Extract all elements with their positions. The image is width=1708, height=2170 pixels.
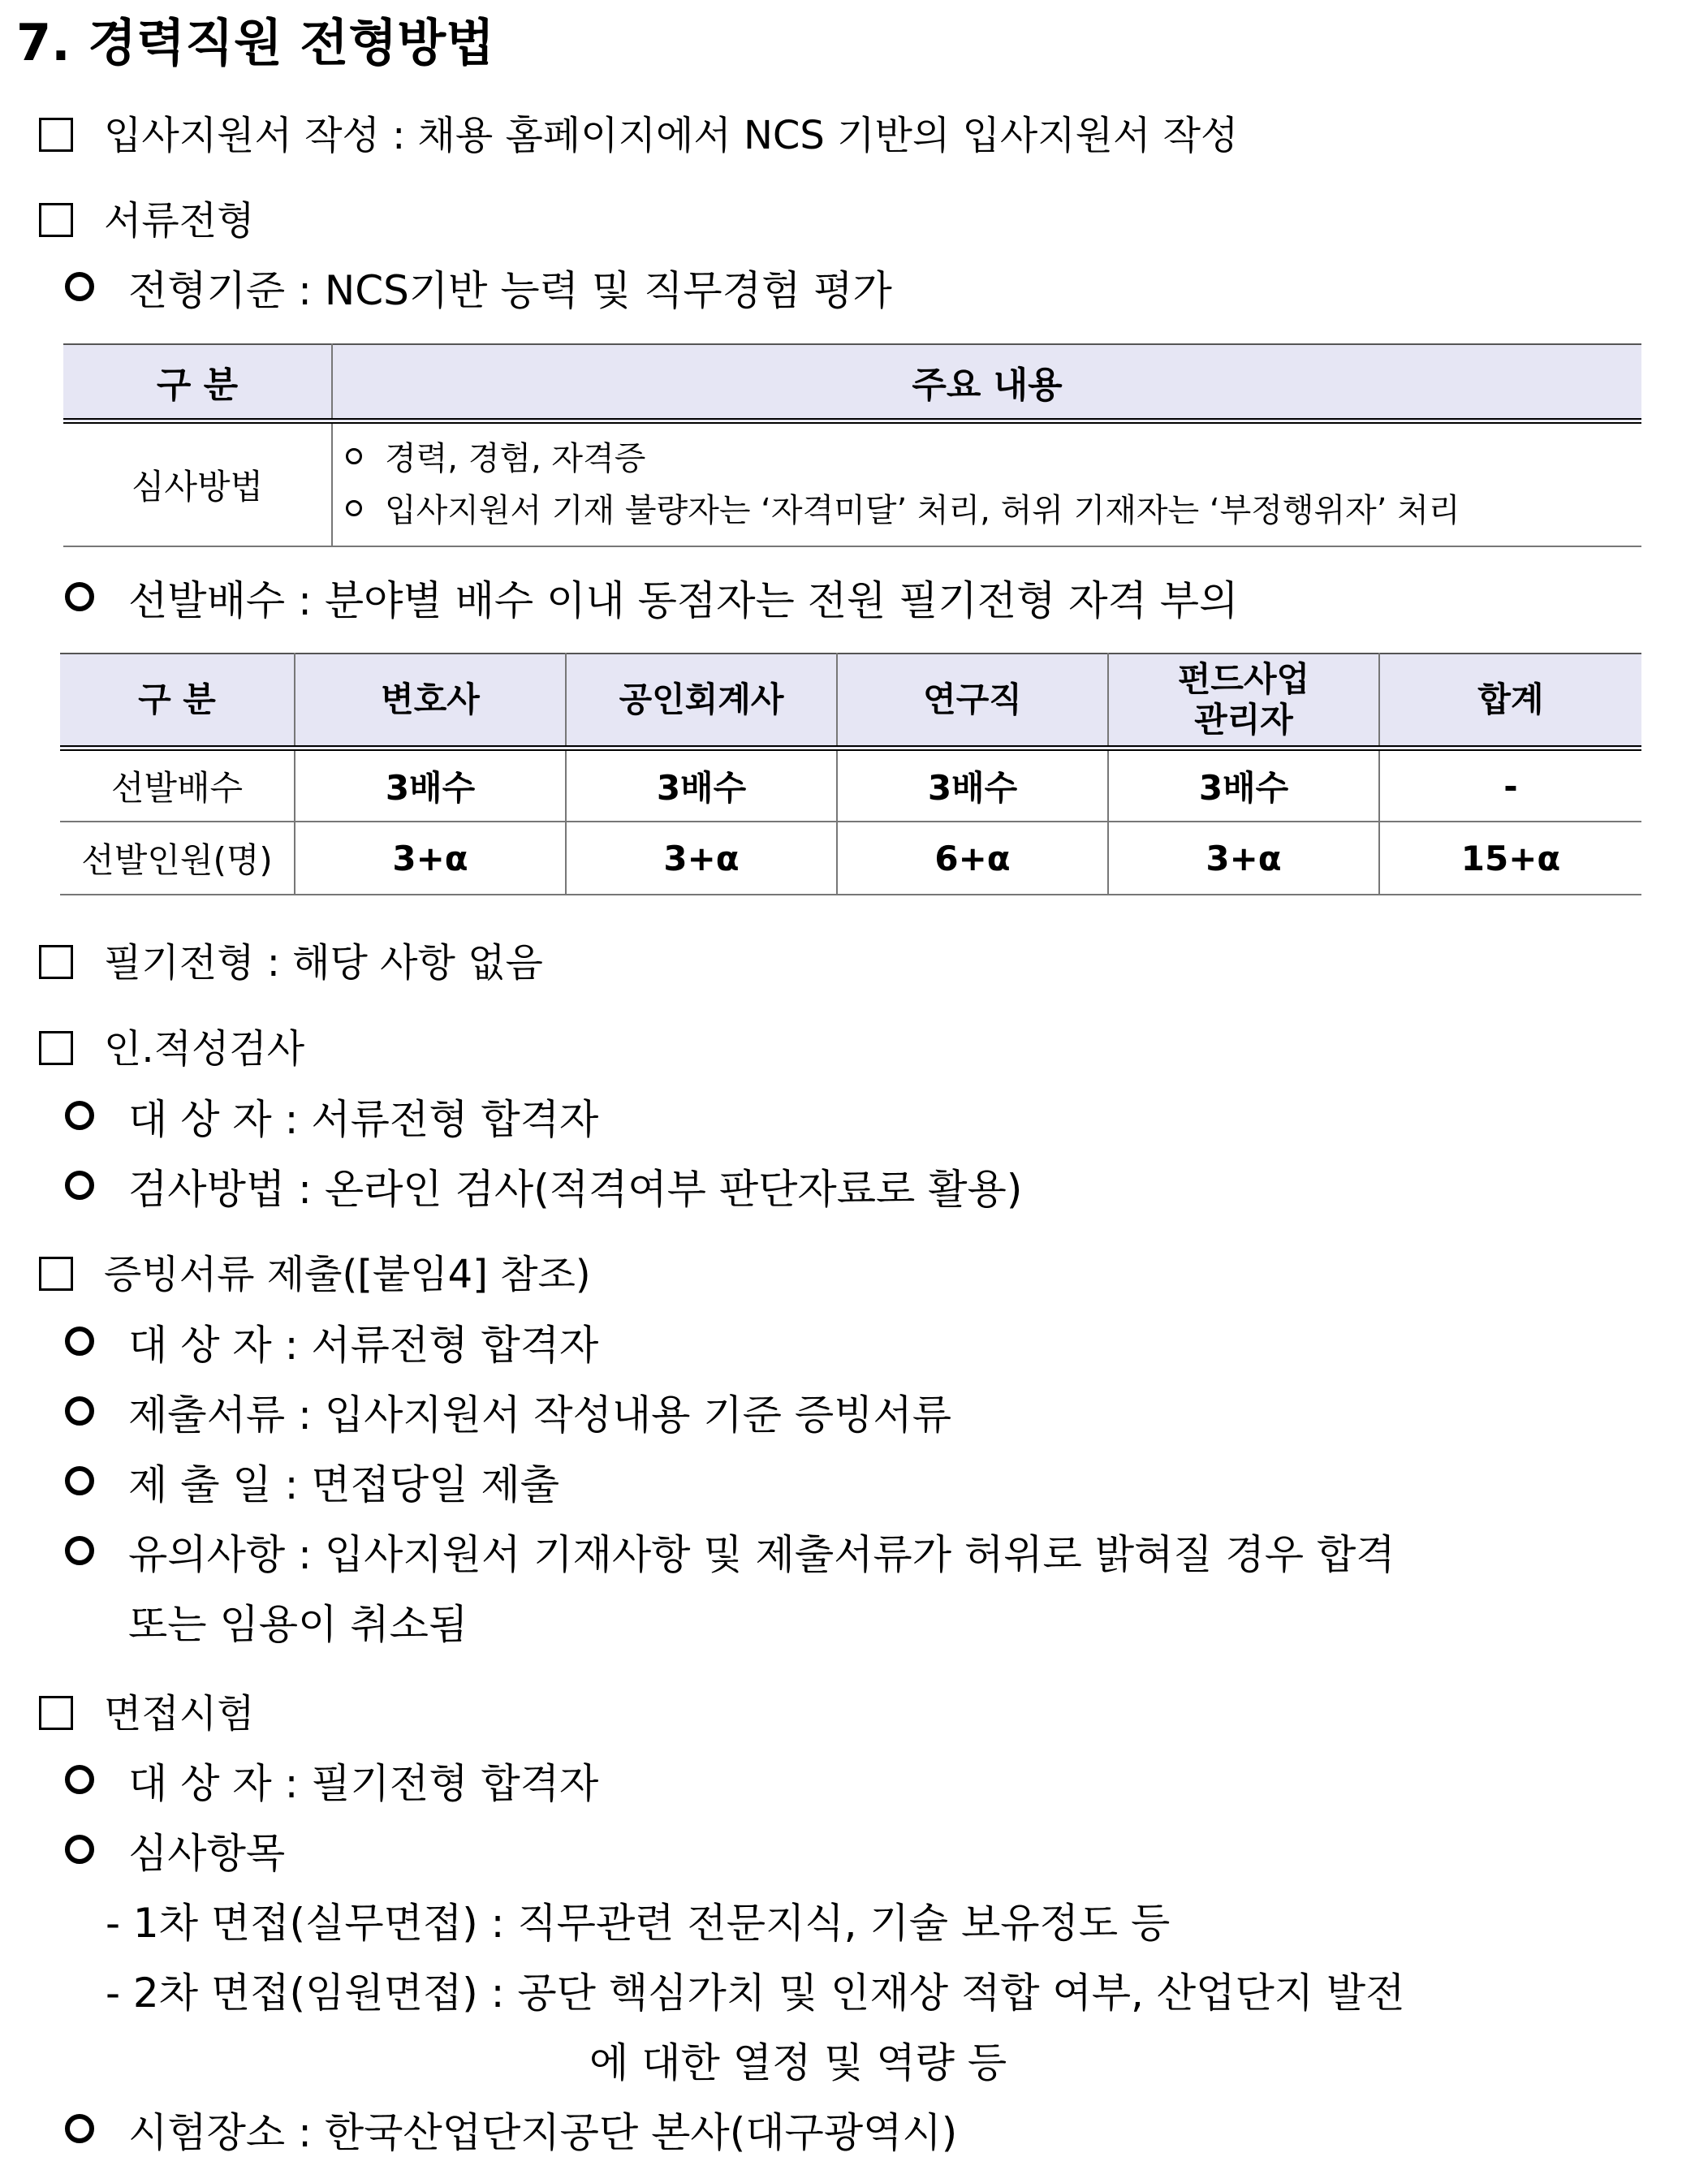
- circle-bullet-icon: [65, 1171, 94, 1200]
- list-item: 심사항목: [65, 1823, 285, 1883]
- table-header-accountant: 공인회계사: [566, 654, 837, 748]
- square-bullet-icon: [39, 945, 73, 979]
- screening-method-table: [63, 343, 1641, 547]
- section-interview: [39, 1685, 254, 1743]
- table-header-fund-manager: 펀드사업 관리자: [1108, 654, 1379, 748]
- list-item: 경력, 경험, 자격증: [346, 433, 1641, 485]
- table-row-label: 심사방법: [63, 421, 332, 547]
- table-header-content: 주요 내용: [332, 344, 1641, 421]
- circle-bullet-icon: [65, 1327, 94, 1356]
- list-item: 제출서류 : 입사지원서 작성내용 기준 증빙서류: [65, 1385, 951, 1445]
- table-cell: -: [1379, 748, 1641, 822]
- table-header-row: [63, 344, 1641, 421]
- list-item-continuation: 또는 임용이 취소됨: [128, 1601, 468, 1648]
- table-header-lawyer: 변호사: [295, 654, 566, 748]
- selection-ratio-item: [65, 571, 1238, 631]
- list-item: 입사지원서 기재 불량자는 ‘자격미달’ 처리, 허위 기재자는 ‘부정행위자’ 처리: [346, 485, 1641, 537]
- section-aptitude: [39, 1020, 304, 1078]
- section-heading: 인.적성검사: [104, 1026, 305, 1072]
- square-bullet-icon: [39, 118, 73, 152]
- section-written-exam: [39, 934, 543, 992]
- section-document-screening: [39, 192, 254, 250]
- square-bullet-icon: [39, 203, 73, 237]
- small-circle-bullet-icon: [346, 448, 362, 464]
- circle-bullet-icon: [65, 1765, 94, 1794]
- criteria-text: 전형기준 : NCS기반 능력 및 직무경험 평가: [128, 267, 892, 314]
- section-written-exam-text: 필기전형 : 해당 사항 없음: [104, 940, 543, 986]
- circle-bullet-icon: [65, 272, 94, 301]
- list-item: 시험장소 : 한국산업단지공단 본사(대구광역시): [65, 2103, 957, 2163]
- circle-bullet-icon: [65, 582, 94, 611]
- table-cell: 3+α: [295, 822, 566, 895]
- list-item: 검사방법 : 온라인 검사(적격여부 판단자료로 활용): [65, 1159, 1022, 1219]
- table-header-total: 합계: [1379, 654, 1641, 748]
- sub-item-continuation: 에 대한 열정 및 역량 등: [589, 2039, 1007, 2086]
- list-item: 대 상 자 : 서류전형 합격자: [65, 1089, 598, 1150]
- circle-bullet-icon: [65, 1101, 94, 1130]
- list-item: 대 상 자 : 서류전형 합격자: [65, 1315, 598, 1375]
- table-cell: 3배수: [566, 748, 837, 822]
- table-cell: 3배수: [295, 748, 566, 822]
- table-cell: 3+α: [566, 822, 837, 895]
- table-header-row: [60, 654, 1641, 748]
- square-bullet-icon: [39, 1257, 73, 1291]
- small-circle-bullet-icon: [346, 500, 362, 516]
- page-title: 7. 경력직원 전형방법: [16, 13, 494, 72]
- table-row: [63, 421, 1641, 547]
- square-bullet-icon: [39, 1696, 73, 1730]
- selection-table: [60, 653, 1641, 895]
- criteria-item: [65, 261, 892, 321]
- table-header-researcher: 연구직: [837, 654, 1108, 748]
- circle-bullet-icon: [65, 1835, 94, 1864]
- list-item: 제 출 일 : 면접당일 제출: [65, 1455, 559, 1515]
- section-documents: [39, 1245, 591, 1304]
- table-cell: 15+α: [1379, 822, 1641, 895]
- table-row: [60, 748, 1641, 822]
- list-item: 유의사항 : 입사지원서 기재사항 및 제출서류가 허위로 밝혀질 경우 합격: [65, 1525, 1395, 1585]
- section-heading: 면접시험: [104, 1691, 255, 1736]
- circle-bullet-icon: [65, 2114, 94, 2143]
- list-item: 대 상 자 : 필기전형 합격자: [65, 1754, 598, 1814]
- section-heading: 증빙서류 제출([붙임4] 참조): [104, 1252, 591, 1297]
- circle-bullet-icon: [65, 1536, 94, 1565]
- table-row-label: 선발인원(명): [60, 822, 295, 895]
- square-bullet-icon: [39, 1031, 73, 1065]
- table-header-category: 구 분: [60, 654, 295, 748]
- table-header-category: 구 분: [63, 344, 332, 421]
- table-cell: 3+α: [1108, 822, 1379, 895]
- table-cell: 3배수: [837, 748, 1108, 822]
- section-application: [39, 106, 1238, 165]
- circle-bullet-icon: [65, 1466, 94, 1495]
- section-heading: 서류전형: [104, 198, 255, 244]
- selection-ratio-text: 선발배수 : 분야별 배수 이내 동점자는 전원 필기전형 자격 부의: [128, 577, 1239, 624]
- sub-item: - 2차 면접(임원면접) : 공단 핵심가치 및 인재상 적합 여부, 산업단지 발전: [106, 1969, 1405, 2017]
- table-row-content: [332, 421, 1641, 547]
- table-cell: 3배수: [1108, 748, 1379, 822]
- circle-bullet-icon: [65, 1396, 94, 1426]
- section-application-text: 입사지원서 작성 : 채용 홈페이지에서 NCS 기반의 입사지원서 작성: [104, 113, 1239, 158]
- sub-item: - 1차 면접(실무면접) : 직무관련 전문지식, 기술 보유정도 등: [106, 1900, 1171, 1947]
- table-row-label: 선발배수: [60, 748, 295, 822]
- table-row: [60, 822, 1641, 895]
- table-cell: 6+α: [837, 822, 1108, 895]
